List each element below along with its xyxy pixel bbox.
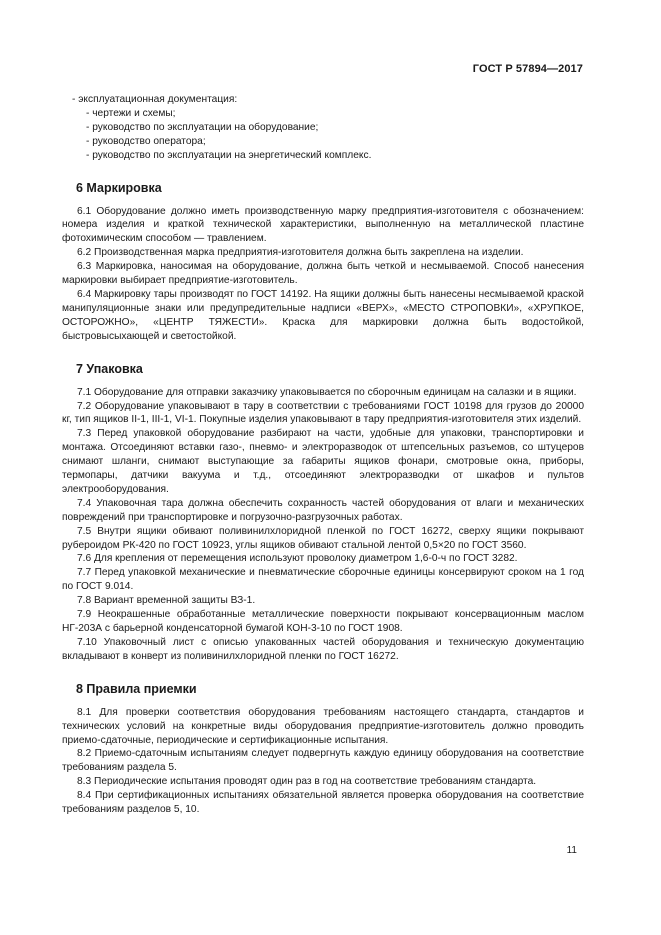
paragraph: 7.3 Перед упаковкой оборудование разбирают на части, удобные для упаковки, транспортировки и монтажа. Отсоединяют вставки газо-, пневмо- и электроразводок от штепсельных разъемов, со штуцеров снимают шланги, снимают выступающие за габариты ящиков фонари, смотровые окна, приборы, термопары, датчики вакуума и т.д., отсоединяют электроразводки от шкафов и пультов электрооборудования. — [62, 428, 584, 495]
paragraph: 7.7 Перед упаковкой механические и пневматические сборочные единицы консервируют сроком на 1 год по ГОСТ 9.014. — [62, 567, 584, 593]
section-heading: 7 Упаковка — [76, 361, 143, 376]
paragraph: 8.2 Приемо-сдаточным испытаниям следует подвергнуть каждую единицу оборудования на соответствие требованиям раздела 5. — [62, 748, 584, 774]
section-acceptance-rules — [62, 681, 584, 817]
paragraph: 7.2 Оборудование упаковывают в тару в соответствии с требованиями ГОСТ 10198 для грузов до 20000 кг, тип ящиков II-1, III-1, VI-1. Покупные изделия упаковывают в тару предприятия-изготовителя этих изделий. — [62, 400, 584, 426]
paragraph: 8.1 Для проверки соответствия оборудования требованиям настоящего стандарта, стандартов и технических условий на конкретные виды оборудования предприятие-изготовитель должно проводить приемо-сдаточные, периодические и сертификационные испытания. — [62, 706, 584, 746]
paragraph: 7.5 Внутри ящики обивают поливинилхлоридной пленкой по ГОСТ 16272, сверху ящики покрывают рубероидом РК-420 по ГОСТ 10923, углы ящиков обивают стальной лентой 0,5×20 по ГОСТ 3560. — [62, 525, 584, 551]
list-item: - руководство по эксплуатации на энергетический комплекс. — [86, 149, 372, 161]
paragraph: 7.4 Упаковочная тара должна обеспечить сохранность частей оборудования от влаги и механических повреждений при транспортировке и погрузочно-разгрузочных работах. — [62, 497, 584, 523]
paragraph: 6.1 Оборудование должно иметь производственную марку предприятия-изготовителя с обозначением: номера изделия и краткой технической характеристики, выполненную на металлической пластине фотохимическим способом — травлением. — [62, 205, 584, 245]
section-heading: 6 Маркировка — [76, 180, 162, 195]
section-heading: 8 Правила приемки — [76, 681, 197, 696]
paragraph: 7.9 Неокрашенные обработанные металлические поверхности покрывают консервационным маслом НГ-203А с барьерной конденсаторной бумагой КОН-3-10 по ГОСТ 1908. — [62, 609, 584, 634]
paragraph: 7.1 Оборудование для отправки заказчику упаковывается по сборочным единицам на салазки и в ящики. — [77, 386, 577, 398]
paragraph: 6.2 Производственная марка предприятия-изготовителя должна быть закреплена на изделии. — [77, 247, 524, 259]
documentation-list — [62, 93, 584, 163]
paragraph: 7.8 Вариант временной защиты ВЗ-1. — [77, 595, 256, 607]
list-item: - руководство оператора; — [86, 135, 206, 147]
section-packaging — [62, 361, 584, 664]
section-marking — [62, 180, 584, 344]
paragraph: 6.4 Маркировку тары производят по ГОСТ 14192. На ящики должны быть нанесены несмываемой краской манипуляционные знаки или предупредительные надписи «ВЕРХ», «МЕСТО СТРОПОВКИ», «ХРУПКОЕ, ОСТОРОЖНО», «ЦЕНТР ТЯЖЕСТИ». Краска для маркировки должна быть водостойкой, быстровысыхающей и светостойкой. — [62, 288, 584, 342]
paragraph: 7.10 Упаковочный лист с описью упакованных частей оборудования и техническую документацию вкладывают в конверт из поливинилхлоридной пленки по ГОСТ 16272. — [62, 636, 584, 662]
paragraph: 8.3 Периодические испытания проводят один раз в год на соответствие требованиям стандарта. — [77, 776, 537, 788]
paragraph: 7.6 Для крепления от перемещения используют проволоку диаметром 1,6-0-ч по ГОСТ 3282. — [77, 553, 518, 565]
list-item: - эксплуатационная документация: — [72, 94, 238, 105]
page-content — [62, 93, 584, 817]
list-item: - руководство по эксплуатации на оборудование; — [86, 121, 319, 133]
paragraph: 6.3 Маркировка, наносимая на оборудование, должна быть четкой и несмываемой. Способ нанесения маркировки выбирает предприятие-изготовитель. — [62, 261, 584, 287]
document-code-header: ГОСТ Р 57894—2017 — [472, 63, 583, 75]
list-item: - чертежи и схемы; — [86, 107, 176, 119]
page-number: 11 — [566, 845, 577, 856]
paragraph: 8.4 При сертификационных испытаниях обязательной является проверка оборудования на соответствие требованиям разделов 5, 10. — [62, 790, 584, 816]
